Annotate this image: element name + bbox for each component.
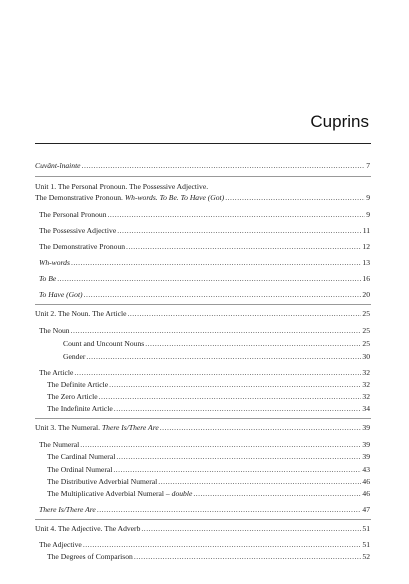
toc-entry-label-plain: The Multiplicative Adverbial Numeral – — [47, 489, 172, 498]
toc-entry-label: Unit 4. The Adjective. The Adverb — [35, 524, 141, 533]
toc-entry-page: 32 — [362, 380, 370, 389]
toc-entry-unit4[interactable] — [35, 523, 370, 534]
toc-entry-possessive-adjective[interactable] — [39, 225, 370, 236]
toc-entry-page: 46 — [362, 477, 370, 486]
toc-entry-label: The Indefinite Article — [47, 404, 113, 413]
toc-entry-label: Cuvânt-înainte — [35, 161, 81, 170]
toc-entry-unit2[interactable] — [35, 308, 370, 319]
toc-entry-label: There Is/There Are — [39, 505, 96, 514]
toc-entry-page: 51 — [362, 524, 370, 533]
toc-entry-label-plain: Unit 3. The Numeral. — [35, 423, 102, 432]
toc-leader-dots — [117, 225, 361, 236]
toc-entry-label: The Demonstrative Pronoun — [39, 242, 126, 251]
toc-leader-dots — [80, 439, 361, 450]
toc-entry-page: 16 — [362, 274, 370, 283]
toc-leader-dots — [57, 273, 361, 284]
toc-entry-label — [47, 488, 193, 499]
toc-entry-label: The Personal Pronoun — [39, 210, 107, 219]
section-divider — [35, 176, 371, 177]
toc-entry-label-italic: Wh-words. To Be. To Have (Got) — [124, 193, 225, 202]
toc-entry-unit3[interactable] — [35, 422, 370, 433]
toc-entry-page: 52 — [362, 552, 370, 561]
toc-entry-page: 30 — [362, 352, 370, 361]
toc-leader-dots — [71, 257, 361, 268]
toc-entry-degrees-comparison[interactable] — [47, 551, 370, 562]
toc-leader-dots — [113, 464, 361, 475]
toc-leader-dots — [109, 379, 361, 390]
toc-entry-definite-article[interactable] — [47, 379, 370, 390]
toc-entry-page: 34 — [362, 404, 370, 413]
toc-entry-page: 32 — [362, 392, 370, 401]
toc-entry-label: Wh-words — [39, 258, 70, 267]
toc-entry-label: The Zero Article — [47, 392, 98, 401]
toc-entry-distributive-numeral[interactable] — [47, 476, 370, 487]
toc-entry-label: The Definite Article — [47, 380, 109, 389]
toc-entry-page: 20 — [362, 290, 370, 299]
toc-entry-numeral[interactable] — [39, 439, 370, 450]
toc-entry-noun[interactable] — [39, 325, 370, 336]
section-divider — [35, 304, 371, 305]
toc-entry-page: 39 — [362, 440, 370, 449]
toc-entry-ordinal-numeral[interactable] — [47, 464, 370, 475]
toc-entry-page: 25 — [362, 309, 370, 318]
page-title: Cuprins — [310, 112, 369, 131]
toc-leader-dots — [225, 192, 365, 203]
toc-entry-label: To Have (Got) — [39, 290, 83, 299]
toc-entry-page: 9 — [366, 210, 370, 219]
toc-leader-dots — [74, 367, 361, 378]
toc-entry-label: Gender — [63, 352, 86, 361]
toc-entry-label: The Cardinal Numeral — [47, 452, 116, 461]
toc-entry-page: 7 — [366, 161, 370, 170]
toc-entry-page: 43 — [362, 465, 370, 474]
toc-leader-dots — [99, 391, 362, 402]
toc-leader-dots — [86, 351, 361, 362]
toc-entry-page: 32 — [362, 368, 370, 377]
toc-entry-page: 12 — [362, 242, 370, 251]
toc-entry-page: 51 — [362, 540, 370, 549]
toc-entry-label: The Article — [39, 368, 74, 377]
toc-entry-article[interactable] — [39, 367, 370, 378]
toc-entry-there-is-there-are[interactable] — [39, 504, 370, 515]
toc-entry-label: The Numeral — [39, 440, 80, 449]
toc-entry-foreword[interactable] — [35, 160, 370, 171]
toc-leader-dots — [141, 523, 361, 534]
section-divider — [35, 418, 371, 419]
toc-entry-unit1[interactable] — [35, 192, 370, 203]
toc-entry-label-italic: double — [171, 489, 193, 498]
toc-entry-page: 47 — [362, 505, 370, 514]
toc-entry-label: The Distributive Adverbial Numeral — [47, 477, 158, 486]
toc-entry-page: 9 — [366, 193, 370, 202]
toc-leader-dots — [134, 551, 362, 562]
toc-entry-page: 25 — [362, 326, 370, 335]
toc-entry-page: 39 — [362, 423, 370, 432]
toc-leader-dots — [160, 422, 362, 433]
toc-leader-dots — [97, 504, 362, 515]
toc-entry-cardinal-numeral[interactable] — [47, 451, 370, 462]
toc-leader-dots — [108, 209, 366, 220]
toc-entry-label — [35, 192, 225, 203]
toc-entry-label: The Adjective — [39, 540, 82, 549]
toc-entry-label-italic: There Is/There Are — [101, 423, 159, 432]
toc-entry-demonstrative-pronoun[interactable] — [39, 241, 370, 252]
toc-entry-personal-pronoun[interactable] — [39, 209, 370, 220]
toc-leader-dots — [193, 488, 361, 499]
toc-leader-dots — [127, 308, 361, 319]
toc-entry-page: 11 — [362, 226, 370, 235]
toc-entry-label: The Possessive Adjective — [39, 226, 117, 235]
toc-entry-zero-article[interactable] — [47, 391, 370, 402]
toc-entry-label: Count and Uncount Nouns — [63, 339, 145, 348]
toc-entry-adjective[interactable] — [39, 539, 370, 550]
toc-entry-label: Unit 2. The Noun. The Article — [35, 309, 127, 318]
toc-leader-dots — [114, 403, 362, 414]
toc-entry-label: To Be — [39, 274, 57, 283]
toc-entry-to-be[interactable] — [39, 273, 370, 284]
toc-entry-page: 13 — [362, 258, 370, 267]
toc-leader-dots — [83, 539, 362, 550]
section-divider — [35, 519, 371, 520]
toc-leader-dots — [82, 160, 366, 171]
toc-entry-label-plain: The Demonstrative Pronoun. — [35, 193, 125, 202]
toc-entry-label: The Ordinal Numeral — [47, 465, 113, 474]
toc-entry-page: 25 — [362, 339, 370, 348]
toc-leader-dots — [84, 289, 362, 300]
toc-leader-dots — [145, 338, 361, 349]
toc-entry-indefinite-article[interactable] — [47, 403, 370, 414]
toc-entry-label: The Noun — [39, 326, 70, 335]
title-rule — [35, 143, 371, 144]
toc-entry-to-have[interactable] — [39, 289, 370, 300]
toc-entry-label — [35, 422, 160, 433]
toc-leader-dots — [71, 325, 362, 336]
toc-entry-wh-words[interactable] — [39, 257, 370, 268]
toc-leader-dots — [126, 241, 361, 252]
toc-entry-multiplicative-numeral[interactable] — [47, 488, 370, 499]
toc-entry-gender[interactable] — [63, 351, 370, 362]
toc-leader-dots — [116, 451, 361, 462]
toc-leader-dots — [158, 476, 361, 487]
toc-entry-page: 46 — [362, 489, 370, 498]
toc-entry-count-uncount[interactable] — [63, 338, 370, 349]
toc-entry-page: 39 — [362, 452, 370, 461]
toc-entry-unit1-line1[interactable]: Unit 1. The Personal Pronoun. The Possessive Adjective. — [35, 182, 209, 191]
toc-entry-label: The Degrees of Comparison — [47, 552, 133, 561]
